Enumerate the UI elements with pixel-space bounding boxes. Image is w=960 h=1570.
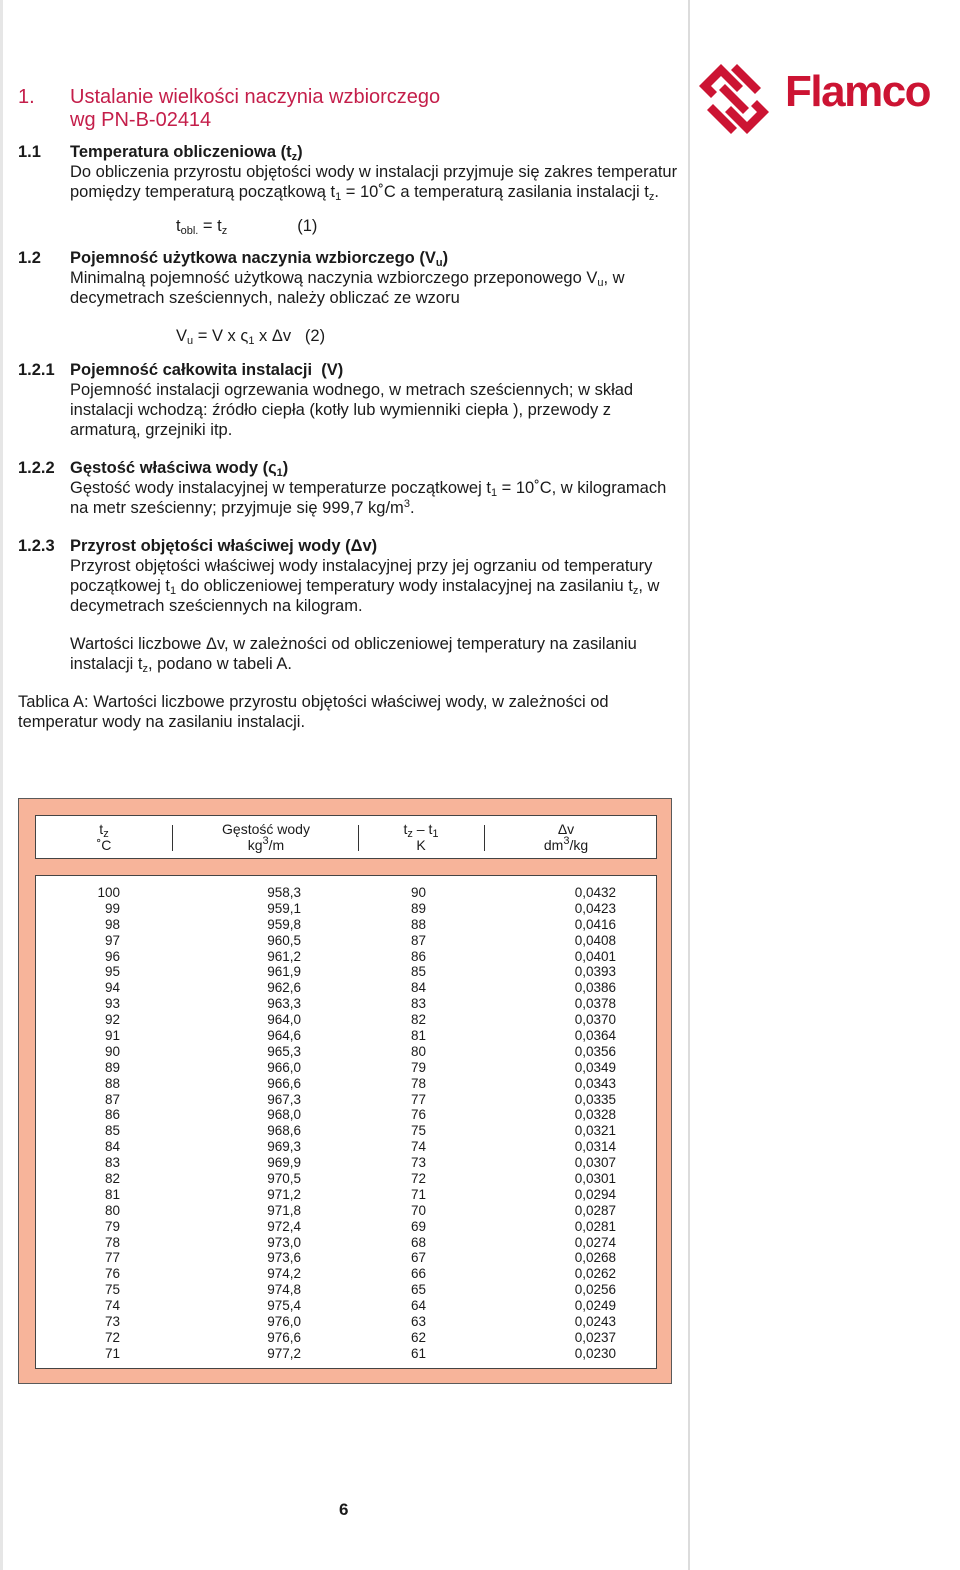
cell-delta-v: 0,0274	[574, 1234, 616, 1250]
table-rows	[36, 885, 656, 1362]
cell-delta-v: 0,0262	[574, 1266, 616, 1282]
cell-tz-t1: 67	[410, 1250, 426, 1266]
cell-tz-t1: 86	[410, 948, 426, 964]
flamco-logo	[697, 62, 957, 136]
cell-density: 968,6	[267, 1123, 301, 1139]
cell-tz: 94	[104, 980, 120, 996]
cell-delta-v: 0,0249	[574, 1298, 616, 1314]
cell-tz: 92	[104, 1012, 120, 1028]
table-row	[36, 949, 656, 965]
cell-tz: 81	[104, 1186, 120, 1202]
header-tz-t1: $t_z - t_1$ K	[403, 821, 439, 853]
flamco-emblem-icon	[697, 62, 771, 136]
cell-tz: 80	[104, 1202, 120, 1218]
cell-tz: 74	[104, 1298, 120, 1314]
cell-density: 964,0	[267, 1012, 301, 1028]
cell-density: 959,1	[267, 900, 301, 916]
cell-tz-t1: 72	[410, 1171, 426, 1187]
cell-tz: 86	[104, 1107, 120, 1123]
left-margin-bar	[0, 0, 3, 1570]
header-tz: $t_z$ ˚C	[96, 821, 112, 853]
cell-tz: 77	[104, 1250, 120, 1266]
cell-tz: 89	[104, 1059, 120, 1075]
cell-density: 967,3	[267, 1091, 301, 1107]
section-1-2-2-text: Gęstość wody instalacyjnej w temperaturze początkowej $t_1$ = 10˚C, w kilogramach na metr sześcienny; przyjmuje się 999,7 $kg/m^3$.	[70, 479, 667, 517]
table-row	[36, 1282, 656, 1298]
cell-tz: 78	[104, 1234, 120, 1250]
cell-density: 977,2	[267, 1345, 301, 1361]
table-row	[36, 996, 656, 1012]
table-row	[36, 1314, 656, 1330]
formula-2: $V_u = V$ x $\varsigma_1$ x Δv (2)	[176, 327, 326, 347]
cell-density: 971,2	[267, 1186, 301, 1202]
cell-density: 965,3	[267, 1043, 301, 1059]
section-1-2-3-note: Wartości liczbowe Δv, w zależności od obliczeniowej temperatury na zasilaniu instalacji $t_z$, podano w tabeli A.	[70, 635, 637, 675]
cell-density: 962,6	[267, 980, 301, 996]
cell-density: 963,3	[267, 996, 301, 1012]
cell-tz-t1: 74	[410, 1139, 426, 1155]
cell-tz: 96	[104, 948, 120, 964]
cell-density: 975,4	[267, 1298, 301, 1314]
page-number: 6	[339, 1500, 349, 1519]
table-row	[36, 1139, 656, 1155]
cell-tz: 83	[104, 1155, 120, 1171]
table-row	[36, 980, 656, 996]
cell-delta-v: 0,0294	[574, 1186, 616, 1202]
column-divider	[688, 0, 690, 1570]
cell-delta-v: 0,0237	[574, 1329, 616, 1345]
cell-tz-t1: 85	[410, 964, 426, 980]
cell-tz: 93	[104, 996, 120, 1012]
table-row	[36, 1235, 656, 1251]
cell-tz-t1: 63	[410, 1314, 426, 1330]
section-1-2-title: Pojemność użytkowa naczynia wzbiorczego $(V_u)$	[70, 249, 449, 269]
cell-tz: 75	[104, 1282, 120, 1298]
section-1-2-2-title: Gęstość właściwa wody $(\varsigma_1)$	[70, 459, 289, 479]
table-row	[36, 1123, 656, 1139]
cell-tz-t1: 66	[410, 1266, 426, 1282]
table-row	[36, 1266, 656, 1282]
cell-tz-t1: 81	[410, 1028, 426, 1044]
table-row	[36, 1060, 656, 1076]
section-heading: 1. Ustalanie wielkości naczynia wzbiorczego wg PN-B-02414	[18, 86, 441, 131]
table-row	[36, 1187, 656, 1203]
table-row	[36, 885, 656, 901]
cell-tz: 91	[104, 1028, 120, 1044]
section-1-2-1-title: Pojemność całkowita instalacji (V)	[70, 361, 344, 379]
section-1-2-1: 1.2.1 Pojemność całkowita instalacji (V) Pojemność instalacji ogrzewania wodnego, w metrach sześciennych; w skład instalacji wchodzą: źródło ciepła (kotły lub wymienniki ciepła ), przewody z armaturą, grzejniki itp.	[18, 360, 678, 440]
cell-delta-v: 0,0416	[574, 916, 616, 932]
cell-tz-t1: 89	[410, 900, 426, 916]
table-caption: Tablica A: Wartości liczbowe przyrostu objętości właściwej wody, w zależności od temperatur wody na zasilaniu instalacji.	[18, 693, 609, 731]
cell-density: 959,8	[267, 916, 301, 932]
section-1-2-text: Minimalną pojemność użytkową naczynia wzbiorczego przeponowego $V_u$, w decymetrach sześciennych, należy obliczać ze wzoru	[70, 269, 625, 307]
cell-tz-t1: 77	[410, 1091, 426, 1107]
table-row	[36, 1155, 656, 1171]
table-row	[36, 917, 656, 933]
cell-tz-t1: 75	[410, 1123, 426, 1139]
table-row	[36, 1107, 656, 1123]
table-a	[18, 798, 672, 1384]
cell-tz-t1: 68	[410, 1234, 426, 1250]
cell-tz-t1: 65	[410, 1282, 426, 1298]
table-body	[35, 875, 657, 1369]
table-row	[36, 1330, 656, 1346]
cell-density: 969,3	[267, 1139, 301, 1155]
cell-density: 971,8	[267, 1202, 301, 1218]
cell-density: 964,6	[267, 1028, 301, 1044]
cell-tz: 76	[104, 1266, 120, 1282]
cell-delta-v: 0,0349	[574, 1059, 616, 1075]
cell-delta-v: 0,0370	[574, 1012, 616, 1028]
table-row	[36, 1203, 656, 1219]
cell-tz: 79	[104, 1218, 120, 1234]
cell-density: 974,2	[267, 1266, 301, 1282]
header-separator	[358, 825, 359, 851]
cell-density: 970,5	[267, 1171, 301, 1187]
table-row	[36, 933, 656, 949]
cell-tz-t1: 64	[410, 1298, 426, 1314]
cell-density: 966,6	[267, 1075, 301, 1091]
table-row	[36, 1298, 656, 1314]
table-row	[36, 1092, 656, 1108]
cell-tz-t1: 73	[410, 1155, 426, 1171]
cell-density: 973,0	[267, 1234, 301, 1250]
header-separator	[172, 825, 173, 851]
cell-density: 966,0	[267, 1059, 301, 1075]
section-1-1-text: Do obliczenia przyrostu objętości wody w instalacji przyjmuje się zakres temperatur pomiędzy temperaturą początkową $t_1$ = 10˚C a temperaturą zasilania instalacji $t_z$.	[70, 163, 678, 203]
header-density: Gęstość wody $kg^3/m$	[222, 821, 310, 853]
cell-density: 968,0	[267, 1107, 301, 1123]
cell-density: 972,4	[267, 1218, 301, 1234]
section-1-2-3-text: Przyrost objętości właściwej wody instalacyjnej przy jej ogrzaniu od temperatury początkowej $t_1$ do obliczeniowej temperatury wody instalacyjnej na zasilaniu $t_z$, w decymetrach sześciennych na kilogram.	[70, 557, 660, 615]
cell-tz-t1: 70	[410, 1202, 426, 1218]
section-1-1-title: Temperatura obliczeniowa $(t_z)$	[70, 143, 303, 163]
cell-density: 958,3	[267, 885, 301, 900]
cell-tz: 71	[104, 1345, 120, 1361]
cell-tz-t1: 84	[410, 980, 426, 996]
cell-delta-v: 0,0314	[574, 1139, 616, 1155]
cell-delta-v: 0,0321	[574, 1123, 616, 1139]
cell-delta-v: 0,0307	[574, 1155, 616, 1171]
document-content	[18, 86, 678, 732]
table-row	[36, 1012, 656, 1028]
cell-density: 976,6	[267, 1329, 301, 1345]
cell-tz-t1: 61	[410, 1345, 426, 1361]
section-1-2-2: 1.2.2 Gęstość właściwa wody $(\varsigma_1)$ Gęstość wody instalacyjnej w temperaturze początkowej $t_1$ = 10˚C, w kilogramach na metr sześcienny; przyjmuje się 999,7 $kg/m^3$.	[18, 458, 678, 518]
cell-tz-t1: 90	[410, 885, 426, 900]
cell-tz-t1: 76	[410, 1107, 426, 1123]
cell-delta-v: 0,0393	[574, 964, 616, 980]
cell-density: 976,0	[267, 1314, 301, 1330]
table-row	[36, 964, 656, 980]
cell-tz: 84	[104, 1139, 120, 1155]
cell-delta-v: 0,0386	[574, 980, 616, 996]
cell-tz-t1: 87	[410, 932, 426, 948]
cell-delta-v: 0,0378	[574, 996, 616, 1012]
cell-tz-t1: 83	[410, 996, 426, 1012]
table-row	[36, 1171, 656, 1187]
cell-density: 961,2	[267, 948, 301, 964]
heading-line1: Ustalanie wielkości naczynia wzbiorczego	[70, 86, 441, 108]
cell-delta-v: 0,0268	[574, 1250, 616, 1266]
cell-delta-v: 0,0243	[574, 1314, 616, 1330]
section-1-2-3: 1.2.3 Przyrost objętości właściwej wody (Δv) Przyrost objętości właściwej wody instalacyjnej przy jej ogrzaniu od temperatury początkowej $t_1$ do obliczeniowej temperatury wody instalacyjnej na zasilaniu $t_z$, w decymetrach sześciennych na kilogram.	[18, 536, 678, 616]
cell-density: 969,9	[267, 1155, 301, 1171]
cell-tz: 85	[104, 1123, 120, 1139]
header-separator	[484, 825, 485, 851]
cell-delta-v: 0,0328	[574, 1107, 616, 1123]
cell-tz-t1: 82	[410, 1012, 426, 1028]
cell-tz-t1: 88	[410, 916, 426, 932]
cell-density: 961,9	[267, 964, 301, 980]
table-header	[35, 815, 657, 859]
cell-tz-t1: 79	[410, 1059, 426, 1075]
cell-density: 973,6	[267, 1250, 301, 1266]
cell-delta-v: 0,0343	[574, 1075, 616, 1091]
section-1-1: 1.1 Temperatura obliczeniowa $(t_z)$ Do obliczenia przyrostu objętości wody w instalacji przyjmuje się zakres temperatur pomiędzy temperaturą początkową $t_1$ = 10˚C a temperaturą zasilania instalacji $t_z$.	[18, 143, 678, 203]
cell-tz-t1: 78	[410, 1075, 426, 1091]
table-row	[36, 1250, 656, 1266]
cell-delta-v: 0,0287	[574, 1202, 616, 1218]
table-row	[36, 901, 656, 917]
formula-1: $t_{obl.} = t_z$ (1)	[176, 217, 318, 237]
cell-tz-t1: 69	[410, 1218, 426, 1234]
cell-tz: 90	[104, 1043, 120, 1059]
table-row	[36, 1028, 656, 1044]
cell-delta-v: 0,0256	[574, 1282, 616, 1298]
cell-tz: 95	[104, 964, 120, 980]
flamco-wordmark: Flamco	[785, 67, 931, 116]
table-row	[36, 1044, 656, 1060]
cell-tz-t1: 62	[410, 1329, 426, 1345]
cell-delta-v: 0,0364	[574, 1028, 616, 1044]
cell-tz: 100	[97, 885, 120, 900]
cell-delta-v: 0,0335	[574, 1091, 616, 1107]
cell-tz: 97	[104, 932, 120, 948]
cell-tz: 87	[104, 1091, 120, 1107]
cell-tz: 99	[104, 900, 120, 916]
table-row	[36, 1076, 656, 1092]
table-row	[36, 1346, 656, 1362]
cell-delta-v: 0,0408	[574, 932, 616, 948]
header-delta-v: Δv $dm^3/kg$	[543, 821, 589, 853]
heading-line2: wg PN-B-02414	[70, 109, 212, 131]
section-1-2: 1.2 Pojemność użytkowa naczynia wzbiorczego $(V_u)$ Minimalną pojemność użytkową naczynia wzbiorczego przeponowego $V_u$, w decymetrach sześciennych, należy obliczać ze wzoru	[18, 248, 678, 308]
cell-tz: 88	[104, 1075, 120, 1091]
cell-delta-v: 0,0432	[574, 885, 616, 900]
cell-tz: 72	[104, 1329, 120, 1345]
cell-tz: 73	[104, 1314, 120, 1330]
cell-delta-v: 0,0356	[574, 1043, 616, 1059]
cell-tz-t1: 80	[410, 1043, 426, 1059]
cell-density: 974,8	[267, 1282, 301, 1298]
cell-delta-v: 0,0230	[574, 1345, 616, 1361]
cell-tz-t1: 71	[410, 1186, 426, 1202]
cell-tz: 98	[104, 916, 120, 932]
table-row	[36, 1219, 656, 1235]
cell-delta-v: 0,0401	[574, 948, 616, 964]
cell-tz: 82	[104, 1171, 120, 1187]
cell-delta-v: 0,0423	[574, 900, 616, 916]
cell-delta-v: 0,0281	[574, 1218, 616, 1234]
cell-density: 960,5	[267, 932, 301, 948]
section-1-2-1-text: Pojemność instalacji ogrzewania wodnego, w metrach sześciennych; w skład instalacji wchodzą: źródło ciepła (kotły lub wymienniki ciepła ), przewody z armaturą, grzejniki itp.	[70, 381, 634, 439]
cell-delta-v: 0,0301	[574, 1171, 616, 1187]
section-1-2-3-title: Przyrost objętości właściwej wody (Δv)	[70, 537, 378, 555]
